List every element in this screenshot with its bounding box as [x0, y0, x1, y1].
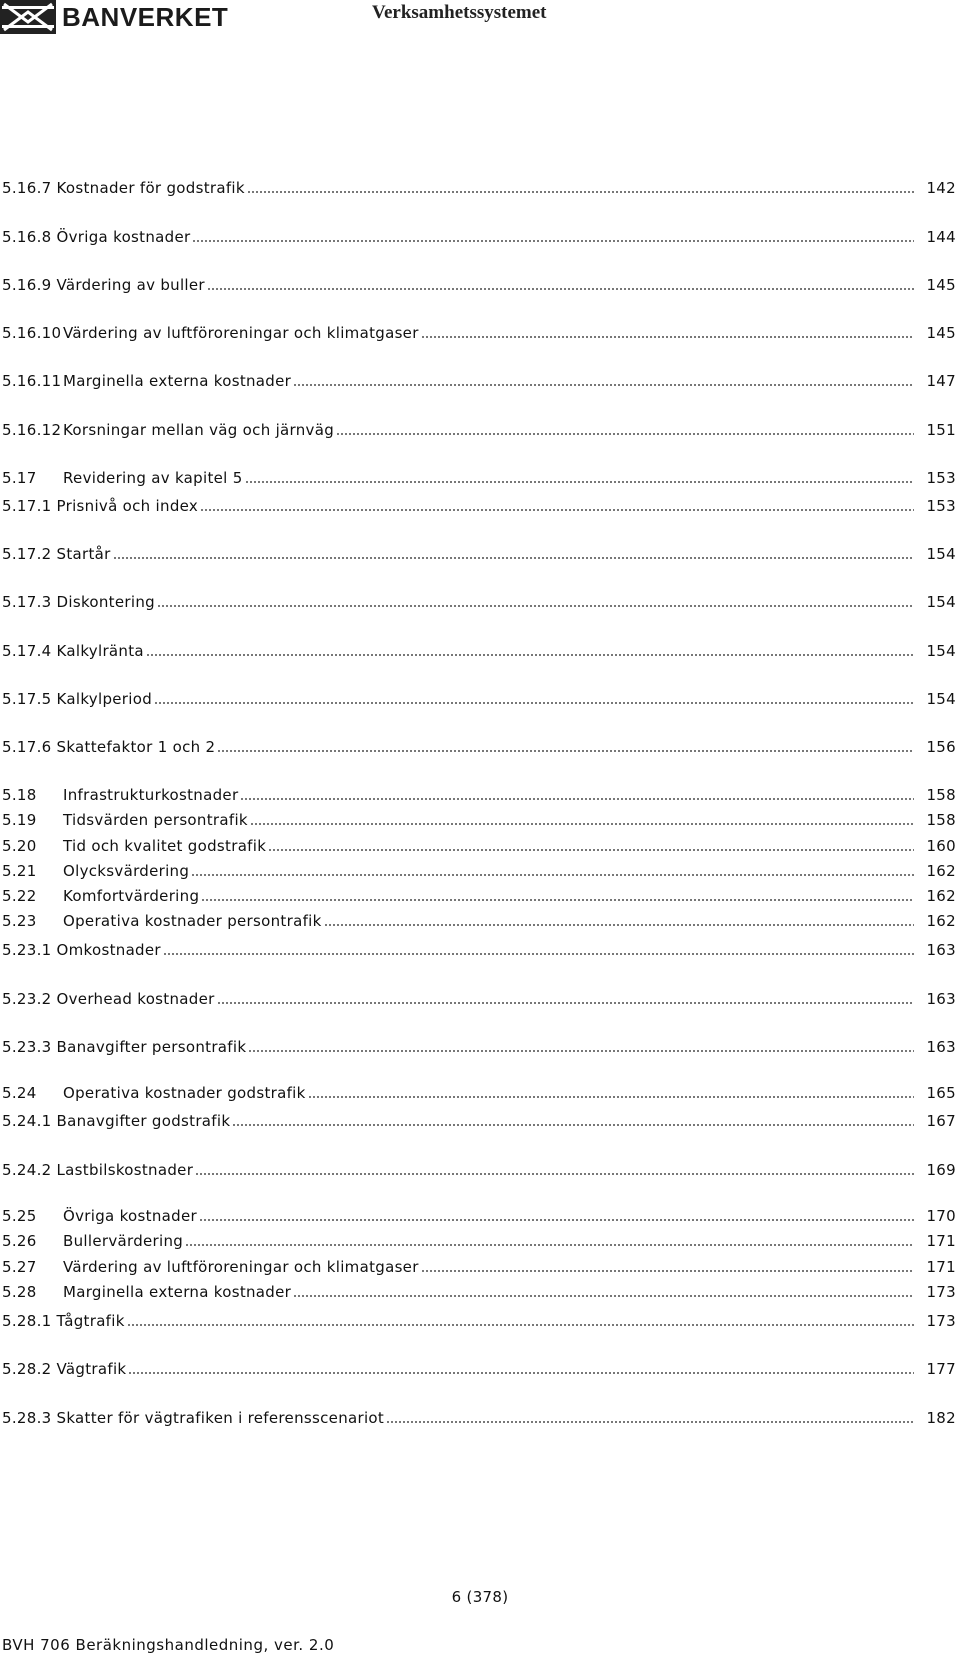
toc-entry-title: Marginella externa kostnader [63, 372, 292, 390]
toc-entry-title: Operativa kostnader godstrafik [63, 1084, 306, 1102]
header-title: Verksamhetssystemet [372, 2, 547, 23]
toc-dot-leader [421, 335, 914, 339]
toc-entry[interactable] [2, 910, 958, 932]
toc-dot-leader [191, 873, 914, 877]
toc-entry[interactable] [2, 1358, 958, 1380]
toc-dot-leader [386, 1420, 914, 1424]
toc-entry[interactable] [2, 736, 958, 758]
toc-entry-page: 153 [926, 497, 956, 515]
toc-entry-number: 5.17.3 [2, 593, 52, 611]
toc-dot-leader [308, 1095, 914, 1099]
toc-dot-leader [268, 848, 914, 852]
toc-entry-number: 5.23 [2, 912, 37, 930]
toc-entry[interactable] [2, 784, 958, 806]
toc-entry-page: 142 [926, 179, 956, 197]
toc-dot-leader [336, 432, 914, 436]
toc-entry[interactable] [2, 1407, 958, 1429]
toc-entry-title: Overhead kostnader [56, 990, 215, 1008]
toc-dot-leader [113, 556, 914, 560]
toc-entry-number: 5.16.8 [2, 228, 52, 246]
toc-entry-page: 171 [926, 1232, 956, 1250]
toc-entry-title: Komfortvärdering [63, 887, 200, 905]
toc-entry-page: 156 [926, 738, 956, 756]
toc-entry-number: 5.18 [2, 786, 37, 804]
toc-entry[interactable] [2, 885, 958, 907]
toc-entry-number: 5.23.3 [2, 1038, 52, 1056]
toc-entry-page: 145 [926, 324, 956, 342]
toc-entry-title: Prisnivå och index [56, 497, 199, 515]
toc-entry-page: 160 [926, 837, 956, 855]
toc-dot-leader [324, 923, 914, 927]
toc-dot-leader [250, 822, 914, 826]
toc-dot-leader [217, 749, 914, 753]
toc-entry-title: Övriga kostnader [56, 228, 191, 246]
toc-dot-leader [245, 480, 914, 484]
toc-entry-title: Kalkylränta [56, 642, 144, 660]
toc-entry[interactable] [2, 1281, 958, 1303]
toc-entry-number: 5.28.3 [2, 1409, 52, 1427]
toc-entry[interactable] [2, 1230, 958, 1252]
toc-entry-title: Olycksvärdering [63, 862, 190, 880]
toc-entry[interactable] [2, 1205, 958, 1227]
toc-entry[interactable] [2, 1110, 958, 1132]
toc-entry-page: 147 [926, 372, 956, 390]
toc-dot-leader [232, 1123, 914, 1127]
toc-entry-page: 154 [926, 545, 956, 563]
toc-entry-number: 5.16.7 [2, 179, 52, 197]
toc-entry[interactable] [2, 939, 958, 961]
toc-entry-title: Banavgifter persontrafik [56, 1038, 247, 1056]
toc-dot-leader [248, 1049, 914, 1053]
page-number: 6 (378) [451, 1588, 509, 1606]
toc-entry[interactable] [2, 495, 958, 517]
toc-entry[interactable] [2, 1159, 958, 1181]
toc-entry-title: Vägtrafik [56, 1360, 127, 1378]
toc-dot-leader [217, 1001, 914, 1005]
toc-entry-number: 5.17.2 [2, 545, 52, 563]
toc-entry-title: Startår [56, 545, 111, 563]
toc-entry-number: 5.24 [2, 1084, 37, 1102]
toc-entry-page: 173 [926, 1312, 956, 1330]
toc-entry-number: 5.17 [2, 469, 37, 487]
toc-entry-title: Övriga kostnader [63, 1207, 197, 1225]
toc-entry-page: 163 [926, 990, 956, 1008]
toc-entry-title: Kalkylperiod [56, 690, 153, 708]
toc-entry-page: 145 [926, 276, 956, 294]
footer-text: BVH 706 Beräkningshandledning, ver. 2.0 [2, 1636, 335, 1654]
toc-entry[interactable] [2, 835, 958, 857]
toc-dot-leader [195, 1172, 914, 1176]
toc-entry[interactable] [2, 226, 958, 248]
toc-dot-leader [293, 1294, 914, 1298]
toc-entry-title: Tidsvärden persontrafik [63, 811, 248, 829]
toc-dot-leader [185, 1243, 914, 1247]
toc-entry-page: 169 [926, 1161, 956, 1179]
toc-entry-number: 5.27 [2, 1258, 37, 1276]
toc-entry-page: 167 [926, 1112, 956, 1130]
toc-dot-leader [192, 239, 914, 243]
toc-entry-page: 182 [926, 1409, 956, 1427]
toc-entry[interactable] [2, 419, 958, 441]
toc-entry-title: Diskontering [56, 593, 155, 611]
toc-entry-number: 5.20 [2, 837, 37, 855]
toc-entry-number: 5.23.2 [2, 990, 52, 1008]
toc-entry-title: Tågtrafik [56, 1312, 125, 1330]
toc-entry-number: 5.28.2 [2, 1360, 52, 1378]
toc-entry-title: Värdering av luftföroreningar och klimatgaser [63, 1258, 419, 1276]
toc-dot-leader [127, 1323, 914, 1327]
toc-entry[interactable] [2, 467, 958, 489]
toc-entry-page: 171 [926, 1258, 956, 1276]
toc-entry-number: 5.24.1 [2, 1112, 52, 1130]
toc-entry-title: Banavgifter godstrafik [56, 1112, 231, 1130]
toc-dot-leader [247, 190, 914, 194]
toc-entry[interactable] [2, 988, 958, 1010]
toc-entry-page: 163 [926, 1038, 956, 1056]
toc-entry-number: 5.25 [2, 1207, 37, 1225]
toc-entry-title: Lastbilskostnader [56, 1161, 194, 1179]
toc-entry-title: Bullervärdering [63, 1232, 184, 1250]
toc-entry-number: 5.23.1 [2, 941, 52, 959]
toc-dot-leader [199, 1218, 914, 1222]
toc-entry-title: Operativa kostnader persontrafik [63, 912, 322, 930]
toc-entry[interactable] [2, 370, 958, 392]
toc-entry-number: 5.16.10 [2, 324, 62, 342]
toc-entry-page: 154 [926, 690, 956, 708]
toc-entry[interactable] [2, 177, 958, 199]
toc-entry[interactable] [2, 1082, 958, 1104]
toc-entry[interactable] [2, 1036, 958, 1058]
toc-entry-title: Värdering av buller [56, 276, 205, 294]
toc-entry-title: Kostnader för godstrafik [56, 179, 245, 197]
toc-entry[interactable] [2, 640, 958, 662]
toc-entry-title: Värdering av luftföroreningar och klimatgaser [63, 324, 419, 342]
toc-entry-page: 144 [926, 228, 956, 246]
toc-entry-number: 5.16.12 [2, 421, 62, 439]
toc-entry-title: Skattefaktor 1 och 2 [56, 738, 216, 756]
toc-dot-leader [240, 797, 914, 801]
toc-entry[interactable] [2, 591, 958, 613]
toc-entry-number: 5.17.6 [2, 738, 52, 756]
toc-entry-number: 5.17.1 [2, 497, 52, 515]
toc-entry-page: 158 [926, 786, 956, 804]
toc-entry[interactable] [2, 860, 958, 882]
toc-entry-number: 5.28 [2, 1283, 37, 1301]
toc-entry-page: 170 [926, 1207, 956, 1225]
toc-dot-leader [146, 653, 914, 657]
toc-entry[interactable] [2, 322, 958, 344]
logo-text: BANVERKET [62, 2, 229, 32]
toc-dot-leader [128, 1371, 914, 1375]
toc-dot-leader [157, 604, 914, 608]
toc-entry-title: Omkostnader [56, 941, 161, 959]
toc-dot-leader [201, 898, 914, 902]
toc-entry-number: 5.21 [2, 862, 37, 880]
toc-entry-title: Tid och kvalitet godstrafik [63, 837, 267, 855]
toc-entry-number: 5.17.5 [2, 690, 52, 708]
toc-entry-number: 5.22 [2, 887, 37, 905]
toc-entry[interactable] [2, 274, 958, 296]
toc-entry-page: 158 [926, 811, 956, 829]
toc-entry-page: 173 [926, 1283, 956, 1301]
toc-entry-page: 151 [926, 421, 956, 439]
toc-entry-page: 162 [926, 887, 956, 905]
toc-entry-title: Korsningar mellan väg och järnväg [63, 421, 335, 439]
toc-entry-number: 5.16.9 [2, 276, 52, 294]
toc-entry-title: Revidering av kapitel 5 [63, 469, 243, 487]
toc-entry-title: Skatter för vägtrafiken i referensscenariot [56, 1409, 385, 1427]
toc-entry-page: 154 [926, 593, 956, 611]
toc-entry-page: 165 [926, 1084, 956, 1102]
toc-entry-title: Infrastrukturkostnader [63, 786, 239, 804]
toc-entry-number: 5.19 [2, 811, 37, 829]
toc-entry-page: 153 [926, 469, 956, 487]
toc-entry-page: 154 [926, 642, 956, 660]
toc-dot-leader [207, 287, 914, 291]
toc-entry[interactable] [2, 1256, 958, 1278]
toc-entry-number: 5.24.2 [2, 1161, 52, 1179]
toc-entry[interactable] [2, 688, 958, 710]
toc-dot-leader [421, 1269, 914, 1273]
toc-entry-page: 162 [926, 912, 956, 930]
toc-entry-title: Marginella externa kostnader [63, 1283, 292, 1301]
toc-entry-page: 177 [926, 1360, 956, 1378]
toc-entry-number: 5.16.11 [2, 372, 62, 390]
toc-entry-number: 5.17.4 [2, 642, 52, 660]
toc-dot-leader [200, 508, 914, 512]
toc-entry[interactable] [2, 1310, 958, 1332]
toc-dot-leader [293, 383, 914, 387]
toc-dot-leader [163, 952, 914, 956]
toc-entry[interactable] [2, 809, 958, 831]
toc-dot-leader [154, 701, 914, 705]
toc-entry-page: 163 [926, 941, 956, 959]
toc-entry-page: 162 [926, 862, 956, 880]
toc-entry-number: 5.28.1 [2, 1312, 52, 1330]
toc-entry[interactable] [2, 543, 958, 565]
toc-entry-number: 5.26 [2, 1232, 37, 1250]
